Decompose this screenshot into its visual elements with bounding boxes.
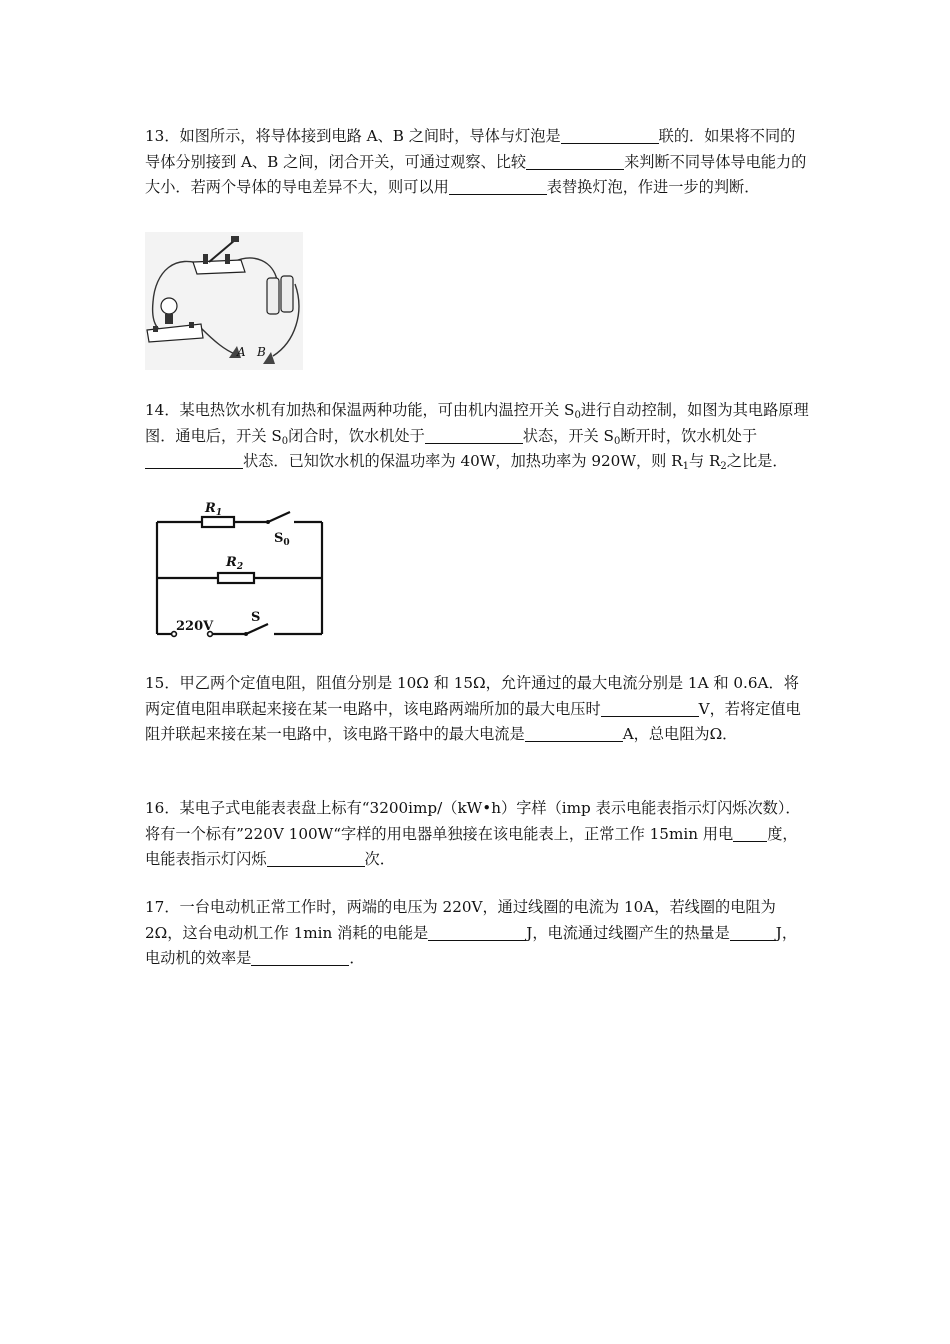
q14-text-1: 14．某电热饮水机有加热和保温两种功能，可由机内温控开关 S xyxy=(145,401,575,419)
q14-circuit-diagram xyxy=(150,500,330,642)
svg-text:S0 xyxy=(274,531,290,548)
q15-blank-2[interactable] xyxy=(525,724,623,742)
q16-text-2: 度，电能表指示灯闪烁 xyxy=(145,824,798,868)
q17-text-1: 17．一台电动机正常工作时，两端的电压为 220V，通过线圈的电流为 10A，若线圈的电阻为 2Ω，这台电动机工作 1min 消耗的电能是 xyxy=(145,898,776,942)
q16-text-1: 16．某电子式电能表表盘上标有“3200imp/（kW•h）字样（imp 表示电能表指示灯闪烁次数）．将有一个标有”220V 100W“字样的用电器单独接在该电能表上，正常工作 15min 用电 xyxy=(145,799,801,843)
q15-blank-1[interactable] xyxy=(601,699,699,717)
q14-fig-r2-sub: 2 xyxy=(236,562,244,572)
q16-blank-1[interactable] xyxy=(733,824,767,842)
q15-text-1: 15．甲乙两个定值电阻，阻值分别是 10Ω 和 15Ω，允许通过的最大电流分别是 1A 和 0.6A．将两定值电阻串联起来接在某一电路中，该电路两端所加的最大电压时 xyxy=(145,674,799,718)
q14-sub-s0c: 0 xyxy=(613,435,621,447)
q14-fig-r1: R xyxy=(205,501,216,516)
q14-fig-s0: S xyxy=(274,531,284,546)
q17-text-3: J，电动机的效率是 xyxy=(145,923,798,967)
svg-text:R2 xyxy=(225,555,243,572)
q14-sub-s0a: 0 xyxy=(574,410,581,421)
q13-blank-2[interactable] xyxy=(526,152,624,170)
q13-blank-1[interactable] xyxy=(561,126,659,144)
q13-text-3: 来判断不同导体导电能力的大小．若两个导体的导电差异不大，则可以用 xyxy=(145,152,807,196)
q14-text-9: ． xyxy=(772,452,788,470)
q16-text-3: 次． xyxy=(364,850,395,868)
q13-circuit-figure xyxy=(145,232,303,370)
q13-text-2: 联的．如果将不同的导体分别接到 A、B 之间，闭合开关，可通过观察、比较 xyxy=(145,127,796,171)
q17-blank-3[interactable] xyxy=(251,948,349,966)
q14-text-2: 进行自动控制，如图为其电路原理图．通电后，开关 S xyxy=(145,401,809,445)
question-13 xyxy=(145,124,810,201)
q14-text-3: 闭合时，饮水机处于 xyxy=(288,426,425,445)
question-14 xyxy=(145,398,810,475)
q13-blank-3[interactable] xyxy=(449,177,547,195)
question-15 xyxy=(145,671,810,748)
q13-text-4: 表替换灯泡，作进一步的判断． xyxy=(546,178,760,196)
q14-fig-s0-sub: 0 xyxy=(283,538,290,548)
q17-text-2: J，电流通过线圈产生的热量是 xyxy=(526,923,730,942)
q14-fig-voltage: 220V xyxy=(176,619,214,634)
q14-fig-r1-sub: 1 xyxy=(215,508,223,518)
q15-text-4: Ω． xyxy=(709,725,738,743)
q14-sub-r2: 2 xyxy=(720,461,727,472)
q14-sub-r1: 1 xyxy=(682,461,689,472)
q17-blank-2[interactable] xyxy=(730,923,776,941)
q14-blank-1[interactable] xyxy=(425,426,523,444)
q14-text-4: 状态，开关 S xyxy=(522,426,614,445)
q17-blank-1[interactable] xyxy=(428,923,526,941)
svg-text:R1 xyxy=(204,501,222,518)
question-16 xyxy=(145,796,810,873)
q15-text-3: A，总电阻为 xyxy=(622,725,710,743)
q14-sub-s0b: 0 xyxy=(281,435,289,447)
q13-text-1: 13．如图所示，将导体接到电路 A、B 之间时，导体与灯泡是 xyxy=(145,127,561,145)
q14-fig-r2: R xyxy=(226,555,237,570)
q15-text-2: V，若将定值电阻并联起来接在某一电路中，该电路干路中的最大电流是 xyxy=(145,699,801,743)
q14-text-6: 状态．已知饮水机的保温功率为 40W，加热功率为 920W，则 R xyxy=(243,452,683,470)
q14-text-7: 与 R xyxy=(688,452,721,470)
q13-label-a: A xyxy=(237,345,246,359)
q17-text-4: ． xyxy=(349,949,365,967)
q14-text-8: 之比是 xyxy=(726,452,773,470)
q14-text-5: 断开时，饮水机处于 xyxy=(620,426,758,445)
q13-label-b: B xyxy=(257,345,266,359)
q16-blank-2[interactable] xyxy=(267,849,365,867)
q14-blank-2[interactable] xyxy=(145,451,243,469)
question-17 xyxy=(145,895,810,972)
q14-fig-s: S xyxy=(251,610,261,625)
